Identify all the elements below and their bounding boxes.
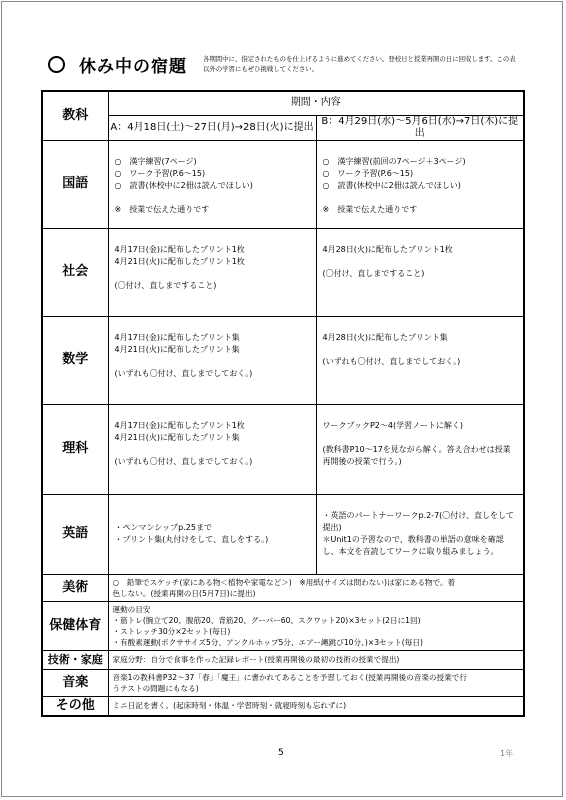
task-line: ※ 授業で伝えた通りです [114,204,210,214]
task-line: 4月28日(火)に配布したプリント1枚 [322,244,453,254]
period-b-cell [316,228,524,316]
period-a-cell [108,228,316,316]
instruction-note: 各期間中に、指定されたものを仕上げるように進めてください。登校日と授業再開の日に回収します。この表以外の学習にもぜひ挑戦してください。 [203,55,516,73]
task-line: (〇付け、直しまですること) [114,280,217,290]
period-a-cell [108,140,316,228]
task-line: ミニ日記を書く。(起床時刻・体温・学習時刻・就寝時刻も忘れずに) [112,701,347,711]
subject-name: 理科 [42,404,108,494]
task-line [323,192,518,204]
task-line: (いずれも〇付け、直しまでしておく。) [114,456,253,466]
task-line: ・英語のパートナーワークp.2-7(〇付け、直しをして [322,511,514,520]
period-b-cell [316,494,524,574]
period-a-cell [108,316,316,404]
task-line: 提出) [322,523,342,532]
task-line [115,268,310,280]
period-b-cell [316,404,524,494]
task-line [115,444,310,456]
circle-bullet-icon [48,56,65,73]
subject-name: 技術・家庭 [42,650,108,669]
task-line: 色しない。(授業再開の日(5月7日)に提出) [112,588,256,598]
task-line: (〇付け、直しまですること) [322,268,425,278]
period-a-header: A：4月18日(土)～27日(月)→28日(火)に提出 [108,115,316,140]
task-cell-wide [108,601,524,650]
task-line: ・プリント集(丸付けをして、直しをする。) [114,535,269,544]
subject-header: 教科 [42,91,108,140]
task-cell-wide [108,650,524,669]
task-line: ○ 読書(休校中に2冊は読んでほしい) [114,180,253,190]
task-line: ○ ワーク予習(P.6～15) [114,168,206,178]
task-line: 4月17日(金)に配布したプリント集 [114,332,240,342]
task-line: ○ 読書(休校中に2冊は読んでほしい) [322,180,461,190]
task-line: ワークブックP2～4(学習ノートに解く) [322,420,463,430]
task-line: ＊Unit1の予習なので、教科書の単語の意味を確認 [322,535,504,544]
task-line [115,192,310,204]
task-line: (いずれも〇付け、直しまでしておく。) [114,368,253,378]
task-line: (教科書P10～17を見ながら解く。答え合わせは授業 [322,444,511,454]
task-line: ○ 漢字練習(前回の7ページ＋3ページ) [322,156,466,166]
task-line: 4月17日(金)に配布したプリント1枚 [114,420,245,430]
subject-name: 音楽 [42,669,108,696]
task-line: 4月28日(火)に配布したプリント集 [322,332,448,342]
task-line [323,256,518,268]
period-a-cell [108,494,316,574]
task-line: 再開後の授業で行う。) [322,456,402,466]
homework-table [41,90,525,717]
task-line [323,432,518,444]
task-line: ・ペンマンシップp.25まで [114,523,212,532]
task-cell-wide [108,669,524,696]
title-text: 休み中の宿題 [79,57,187,77]
period-header: 期間・内容 [108,91,524,115]
task-line: (いずれも〇付け、直しまでしておく。) [322,356,461,366]
period-b-header: B：4月29日(水)～5月6日(水)→7日(木)に提出 [316,115,524,140]
grade-label: 1年 [500,749,514,758]
period-a-cell [108,404,316,494]
task-line: 4月21日(火)に配布したプリント1枚 [114,256,245,266]
page-number: 5 [278,748,284,758]
task-line: 4月21日(火)に配布したプリント集 [114,432,240,442]
period-b-cell [316,140,524,228]
task-line: ・ストレッチ30分×2セット(毎日) [112,626,231,636]
subject-name: 国語 [42,140,108,228]
task-cell-wide [108,574,524,601]
task-line: ○ ワーク予習(P.6～15) [322,168,414,178]
task-line [115,356,310,368]
task-line: し、本文を音読してワークに取り組みましょう。 [322,547,499,556]
page-title [48,52,187,77]
task-line: ・筋トレ(腕立て20、腹筋20、背筋20、グーパー60、スクワット20)×3セット(2日に1回) [112,615,421,625]
task-line: 4月17日(金)に配布したプリント1枚 [114,244,245,254]
subject-name: その他 [42,696,108,716]
subject-name: 美術 [42,574,108,601]
task-line: ○ 鉛筆でスケッチ(家にある物＜植物や家電など＞) ※用紙(サイズは問わない)は家にある物で。着 [112,577,456,587]
task-cell-wide [108,696,524,716]
task-line: 音楽1の教科書P32～37「春」「魔王」に書かれてあることを予習しておく(授業再開後の音楽の授業で行 [112,672,467,682]
task-line: ○ 漢字練習(7ページ) [114,156,197,166]
subject-name: 保健体育 [42,601,108,650]
task-line: ・有酸素運動(ボクササイズ5分、アンクルホップ5分、エアー縄跳び10分、)×3セット(毎日) [112,637,423,647]
task-line: 4月21日(火)に配布したプリント集 [114,344,240,354]
subject-name: 英語 [42,494,108,574]
subject-name: 数学 [42,316,108,404]
task-line: ※ 授業で伝えた通りです [322,204,418,214]
task-line: うテストの問題にもなる) [112,683,199,693]
subject-name: 社会 [42,228,108,316]
task-line [323,344,518,356]
period-b-cell [316,316,524,404]
task-line: 運動の目安 [112,604,151,614]
task-line: 家庭分野：自分で食事を作った記録レポート(授業再開後の最初の技術の授業で提出) [112,655,400,664]
